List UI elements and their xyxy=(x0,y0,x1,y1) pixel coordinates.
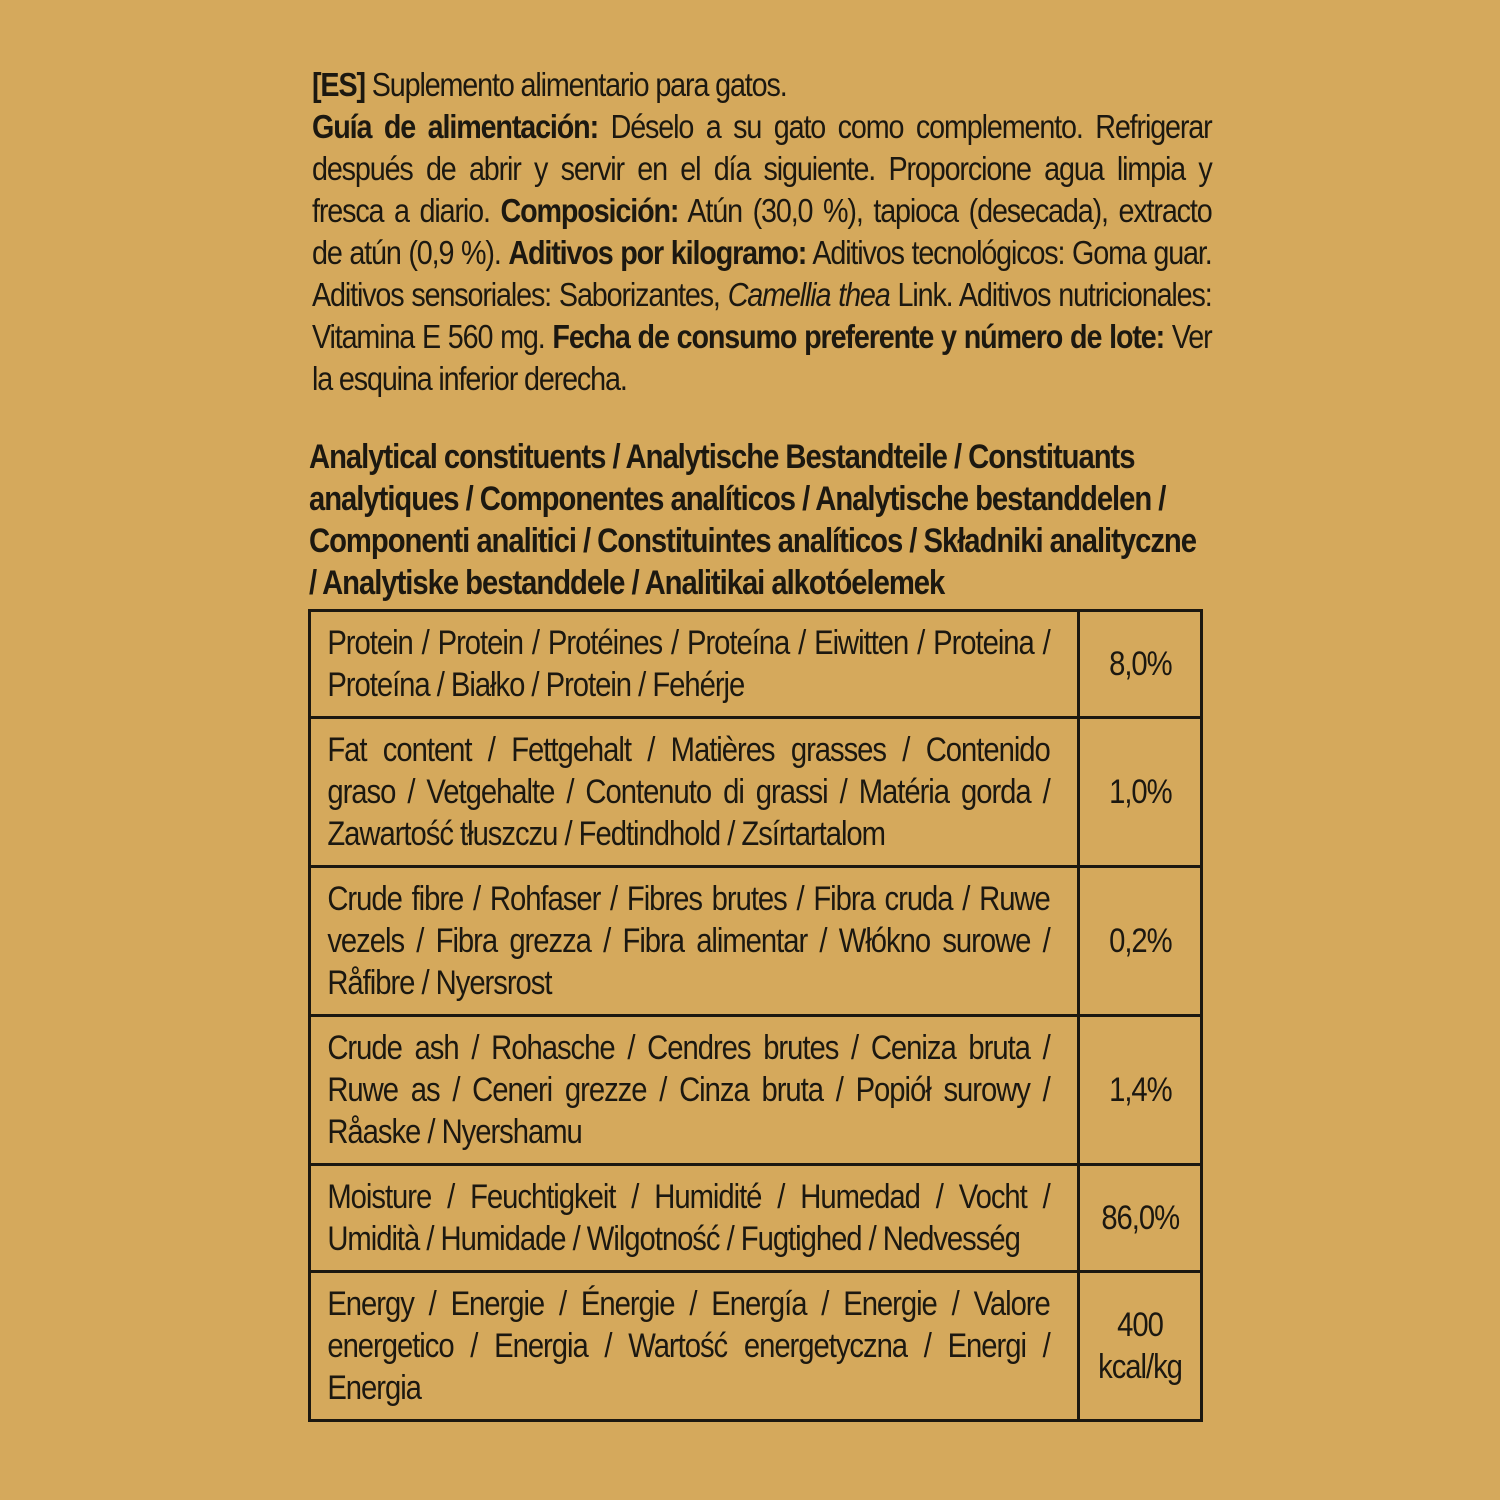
table-row xyxy=(310,1272,1202,1421)
constituent-name-cell xyxy=(310,1016,1079,1165)
constituent-name-cell xyxy=(310,867,1079,1016)
analytical-constituents-table xyxy=(308,609,1203,1422)
label-paragraph xyxy=(312,64,1212,400)
table-row xyxy=(310,1016,1202,1165)
analytical-constituents-heading: Analytical constituents / Analytische Bestandteile / Constituants analytiques / Componentes analíticos / Analytische bestanddelen / Componenti analitici / Constituintes analíticos / Składniki analityczne / Analytiske bestanddele / Analitikai alkotóelemek xyxy=(309,438,1196,602)
table-row xyxy=(310,1165,1202,1272)
label-segment: Ver la esquina inferior derecha. xyxy=(312,318,1212,397)
label-segment: Camellia thea xyxy=(727,276,890,313)
label-segment: Composición: xyxy=(500,192,679,229)
constituent-value: 0,2% xyxy=(1108,922,1172,960)
constituent-name: Fat content / Fettgehalt / Matières grasses / Contenido graso / Vetgehalte / Contenuto di grassi / Matéria gorda / Zawartość tłuszczu / Fedtindhold / Zsírtartalom xyxy=(327,731,1050,853)
constituent-name: Moisture / Feuchtigkeit / Humidité / Humedad / Vocht / Umidità / Humidade / Wilgotność / Fugtighed / Nedvesség xyxy=(327,1178,1050,1258)
constituent-name-cell xyxy=(310,1272,1079,1421)
constituent-name: Crude ash / Rohasche / Cendres brutes / Ceniza bruta / Ruwe as / Ceneri grezze / Cinza bruta / Popiół surowy / Råaske / Nyershamu xyxy=(327,1029,1050,1151)
constituent-value-cell xyxy=(1079,1016,1202,1165)
constituent-name: Energy / Energie / Énergie / Energía / Energie / Valore energetico / Energia / Wartość energetyczna / Energi / Energia xyxy=(327,1285,1050,1407)
label-segment: Link. Aditivos nutricionales: Vitamina E 560 mg. xyxy=(312,276,1212,355)
constituent-value-cell xyxy=(1079,1272,1202,1421)
label-segment: Aditivos tecnológicos: Goma guar. Aditivos sensoriales: Saborizantes, xyxy=(312,234,1212,313)
label-segment: Aditivos por kilogramo: xyxy=(508,234,807,271)
constituent-name: Crude fibre / Rohfaser / Fibres brutes / Fibra cruda / Ruwe vezels / Fibra grezza / Fibra alimentar / Włókno surowe / Råfibre / Nyersrost xyxy=(327,880,1050,1002)
constituent-name-cell xyxy=(310,718,1079,867)
constituent-value: 86,0% xyxy=(1101,1199,1179,1237)
label-segment: Atún (30,0 %), tapioca (desecada), extracto de atún (0,9 %). xyxy=(312,192,1212,271)
constituent-value: 400 kcal/kg xyxy=(1098,1306,1182,1386)
constituent-value: 1,0% xyxy=(1108,773,1172,811)
label-segment: Déselo a su gato como complemento. Refrigerar después de abrir y servir en el día siguiente. Proporcione agua limpia y fresca a diario. xyxy=(312,108,1212,229)
constituent-name: Protein / Protein / Protéines / Proteína / Eiwitten / Proteina / Proteína / Białko / Protein / Fehérje xyxy=(327,624,1050,704)
constituent-value: 1,4% xyxy=(1108,1071,1172,1109)
table-row xyxy=(310,867,1202,1016)
table-row xyxy=(310,718,1202,867)
label-segment: Suplemento alimentario para gatos. xyxy=(364,66,787,103)
constituent-value-cell xyxy=(1079,718,1202,867)
table-row xyxy=(310,611,1202,718)
constituent-value-cell xyxy=(1079,611,1202,718)
feeding-label-text xyxy=(312,64,1212,400)
label-segment: Fecha de consumo preferente y número de lote: xyxy=(552,318,1165,355)
constituent-value: 8,0% xyxy=(1108,645,1172,683)
constituent-name-cell xyxy=(310,1165,1079,1272)
constituent-value-cell xyxy=(1079,1165,1202,1272)
label-segment: [ES] xyxy=(312,66,365,103)
label-segment: Guía de alimentación: xyxy=(312,108,599,145)
constituent-name-cell xyxy=(310,611,1079,718)
constituent-value-cell xyxy=(1079,867,1202,1016)
